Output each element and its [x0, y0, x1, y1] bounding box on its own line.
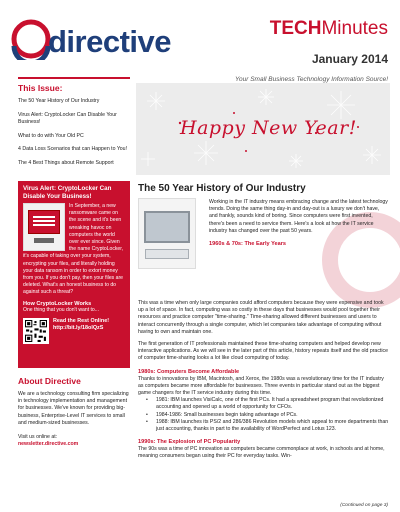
keyboard-icon — [145, 249, 189, 259]
new-year-banner — [136, 83, 390, 175]
alert-subhead: How CryptoLocker Works — [23, 300, 92, 307]
issue-item[interactable]: Virus Alert: CryptoLocker Can Disable Your Business! — [18, 111, 117, 125]
paragraph: This was a time when only large companies could afford computers because they were expensive and took up a lot of space. In fact, computing was so costly in these days that businesses would pool together their resources and practice computer "time-sharing." Time-sharing allowed different businesses and users to interact concurrently through a single computer, which let companies take advantage of computing without having to own and maintain one. — [138, 300, 384, 335]
this-issue-panel — [18, 77, 130, 173]
list-item: • 1981: IBM launches VisiCalc, one of the first PCs. It had a spreadsheet program that revolutionized accounting and opened up a world of opportunity for CFOs. — [146, 397, 384, 411]
section-heading: 1960s & 70s: The Early Years — [209, 241, 287, 248]
continued-note: (Continued on page 3) — [340, 503, 388, 508]
visit-label: Visit us online at: — [18, 434, 58, 441]
article-title: The 50 Year History of Our Industry — [138, 183, 306, 194]
section-heading: 1990s: The Explosion of PC Popularity — [138, 439, 241, 446]
paragraph: Thanks to innovations by IBM, Macintosh, and Xerox, the 1980s was a revolutionary time for the IT industry as computers became more affordable for businesses. Three events in particular stand out as the biggest game changers for the IT service industry during this time. — [138, 375, 384, 397]
intro-paragraph: Working in the IT industry means embracing change and the latest technology trends. Doing the same thing day-in and day-out is a luxury we don't have, and frankly, sounds kind of boring. Since computers were first invented, there's been a need to service them. Here's a look at how the IT service industry has changed over the past 50 years. — [209, 199, 388, 234]
paragraph: The 90s was a time of PC innovation as computers became commonplace at work, in schools and at home, meaning consumers began using their PC for everyday tasks. Win- — [138, 446, 385, 460]
article-body — [138, 300, 390, 461]
bullet-icon: • — [146, 397, 148, 404]
about-heading: About Directive — [18, 376, 81, 386]
issue-date: January 2014 — [311, 52, 388, 66]
about-body: We are a technology consulting firm specializing in technology implementation and management for businesses. We've known for providing big-business, Enterprise-Level IT services to small and medium-sized businesses. — [18, 391, 129, 426]
newsletter-title: TECHMinutes — [269, 18, 388, 39]
issue-item[interactable]: 4 Data Loss Scenarios that can Happen to You! — [18, 146, 128, 152]
warning-window-icon — [28, 210, 60, 234]
directive-logo-icon — [10, 18, 52, 60]
monitor-icon — [144, 211, 190, 243]
list-item: • 1984-1986: Small businesses begin taking advantage of PCs. — [146, 411, 298, 418]
section-heading: 1980s: Computers Become Affordable — [138, 368, 240, 375]
alert-subtext: One thing that you don't want to... — [23, 306, 100, 313]
brand-name: directive — [48, 24, 172, 59]
window-button-graphic — [34, 238, 54, 243]
alert-title: Virus Alert: CryptoLocker Can Disable Your Business! — [23, 185, 112, 200]
ransomware-screen-image — [23, 203, 65, 251]
vintage-computer-image — [138, 198, 196, 269]
bullet-icon: • — [146, 411, 148, 418]
alert-body: In September, a new ransomware came on the scene and it's been wreaking havoc on computers the world over ever since. Given the name CryptoLocker, it's capable of taking over your system, encrypting your files, and literally holding your data ransom in order to extort money from you. If you don't pay, then your files are deleted. What's an honest business to do against such a threat? — [23, 203, 124, 296]
divider — [18, 77, 130, 79]
issue-item[interactable]: The 4 Best Things about Remote Support — [18, 159, 114, 166]
qr-code-graphic — [25, 320, 47, 342]
read-more-row[interactable] — [23, 318, 125, 344]
this-issue-heading: This Issue: — [18, 83, 63, 93]
article-intro — [209, 199, 389, 248]
tagline: Your Small Business Technology Information Source! — [235, 76, 388, 83]
read-online-link[interactable]: Read the Rest Online! http://bit.ly/18oIQzS — [53, 317, 110, 331]
brand-logo — [10, 18, 170, 66]
issue-item[interactable]: What to do with Your Old PC — [18, 132, 84, 139]
virus-alert-box — [18, 181, 130, 368]
qr-code-icon[interactable] — [23, 318, 49, 344]
banner-greeting: Happy New Year! — [180, 117, 357, 139]
list-item: • 1988: IBM launches its PS/2 and 286/386 Revolution models which appeal to more departments than just accounting, thanks in part to the availability of WordPerfect and Lotus 123. — [146, 418, 389, 433]
about-panel — [18, 376, 130, 448]
issue-item[interactable]: The 50 Year History of Our Industry — [18, 98, 100, 104]
paragraph: The first generation of IT professionals maintained these time-sharing computers and helped develop new interactive applications. As we will see in the later part of this article, history repeats itself and the old practice of computer time-sharing looks a lot like cloud computing of today. — [138, 341, 388, 362]
masthead — [270, 18, 388, 66]
website-link[interactable]: newsletter.directive.com — [18, 441, 79, 448]
bullet-icon: • — [146, 418, 148, 425]
